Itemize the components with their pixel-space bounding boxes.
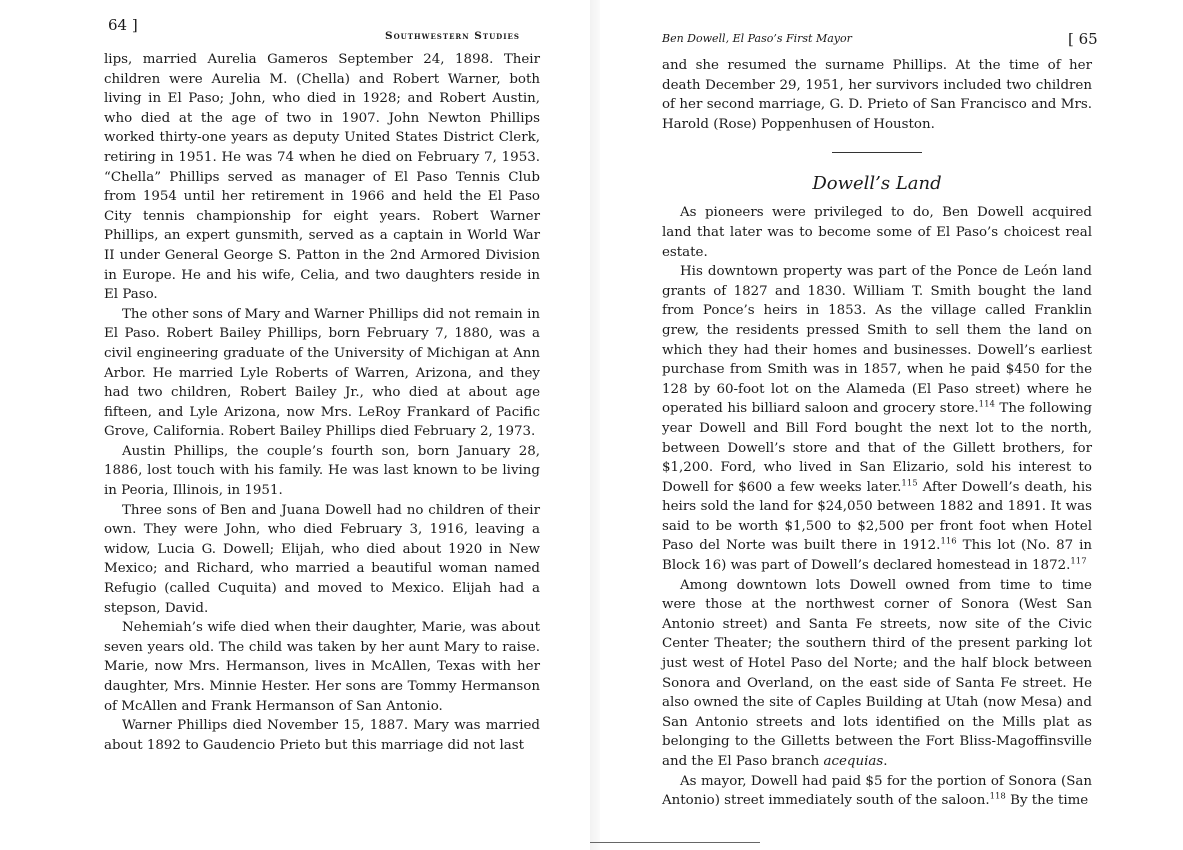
paragraph: Nehemiah’s wife died when their daughter, Marie, was about seven years old. The child was taken by her aunt Mary to raise. Marie, now Mrs. Hermanson, lives in McAllen, Texas with her daughter, Mrs. Minnie Hester. Her sons are Tommy Hermanson of McAllen and Frank Hermanson of San Antonio. [104, 620, 540, 714]
paragraph: The other sons of Mary and Warner Phillips did not remain in El Paso. Robert Bailey Phillips, born February 7, 1880, was a civil engineering graduate of the University of Michigan at Ann Arbor. He married Lyle Roberts of Warren, Arizona, and they had two children, Robert Bailey Jr., who died at about age fifteen, and Lyle Arizona, now Mrs. LeRoy Frankard of Pacific Grove, California. Robert Bailey Phillips died February 2, 1973. [104, 306, 540, 440]
paragraph [662, 262, 1092, 576]
running-head: Southwestern Studies [385, 30, 520, 42]
paragraph-text: By the time [1005, 793, 1089, 809]
right-page [600, 0, 1183, 850]
paragraph-text: This lot (No. 87 in Block 16) was part of Dowell’s declared homestead in 1872. [662, 538, 1092, 574]
section-divider [832, 152, 922, 153]
section-heading: Dowell’s Land [812, 173, 942, 195]
paragraph-text: His downtown property was part of the Ponce de León land grants of 1827 and 1830. William T. Smith bought the land from Ponce’s heirs in 1853. As the village called Franklin grew, the residents pressed Smith to sell them the land on which they had their homes and businesses. Dowell’s earliest purchase from Smith was in 1857, when he paid $450 for the 128 by 60-foot lot on the Alameda (El Paso street) where he operated his billiard saloon and grocery store. [662, 264, 1092, 417]
running-head: Ben Dowell, El Paso’s First Mayor [662, 32, 852, 45]
paragraph: Warner Phillips died November 15, 1887. Mary was married about 1892 to Gaudencio Prieto but this marriage did not last [104, 718, 540, 753]
text-column [662, 56, 1092, 811]
paragraph [662, 576, 1092, 772]
text-column [104, 50, 540, 755]
left-page [0, 0, 590, 850]
paragraph: Austin Phillips, the couple’s fourth son, born January 28, 1886, lost touch with his family. He was last known to be living in Peoria, Illinois, in 1951. [104, 443, 540, 499]
paragraph [662, 772, 1092, 811]
paragraph: Three sons of Ben and Juana Dowell had no children of their own. They were John, who died February 3, 1916, leaving a widow, Lucia G. Dowell; Elijah, who died about 1920 in New Mexico; and Richard, who married a beautiful woman named Refugio (called Cuquita) and moved to Mexico. Elijah had a stepson, David. [104, 502, 540, 616]
paragraph-text: As pioneers were privileged to do, Ben Dowell acquired land that later was to become some of El Paso’s choicest real estate. [662, 205, 1092, 260]
footnote-marker: 115 [901, 478, 918, 489]
paragraph: lips, married Aurelia Gameros September 24, 1898. Their children were Aurelia M. (Chella) and Robert Warner, both living in El Paso; John, who died in 1928; and Robert Austin, who died at the age of two in 1907. John Newton Phillips worked thirty-one years as deputy United States District Clerk, retiring in 1951. He was 74 when he died on February 7, 1953. “Chella” Phillips served as manager of El Paso Tennis Club from 1954 until her retirement in 1966 and held the El Paso City tennis championship for eight years. Robert Warner Phillips, an expert gunsmith, served as a captain in World War II under General George S. Patton in the 2nd Armored Division in Europe. He and his wife, Celia, and two daughters reside in El Paso. [104, 52, 540, 303]
paragraph [662, 203, 1092, 262]
paragraph-text: Among downtown lots Dowell owned from time to time were those at the northwest corner of Sonora (West San Antonio street) and Santa Fe streets, now site of the Civic Center Theater; the southern third of the present parking lot just west of Hotel Paso del Norte; and the half block between Sonora and Overland, on the east side of Santa Fe street. He also owned the site of Caples Building at Utah (now Mesa) and San Antonio streets and lots identified on the Mills plat as belonging to the Gilletts between the Fort Bliss-Magoffinsville and the El Paso branch [662, 577, 1092, 769]
italic-term: acequias [823, 754, 884, 769]
paragraph: and she resumed the surname Phillips. At the time of her death December 29, 1951, her survivors included two children of her second marriage, G. D. Prieto of San Francisco and Mrs. Harold (Rose) Poppenhusen of Houston. [662, 58, 1092, 132]
page-number: 64 ] [108, 16, 138, 34]
footnote-marker: 117 [1070, 556, 1087, 567]
paragraph-text: The following year Dowell and Bill Ford bought the next lot to the north, between Dowell’s store and that of the Gillett brothers, for $1,200. Ford, who lived in San Elizario, sold his interest to Dowell for $600 a few weeks later. [662, 401, 1092, 495]
page-number: [ 65 [1068, 30, 1098, 48]
footnote-marker: 114 [978, 399, 995, 410]
paragraph-text: After Dowell’s death, his heirs sold the land for $24,050 between 1882 and 1891. It was said to be worth $1,500 to $2,500 per front foot when Hotel Paso del Norte was built there in 1912. [662, 479, 1092, 554]
footnote-marker: 118 [989, 791, 1006, 802]
scan-edge-line [590, 842, 760, 843]
paragraph-text: . [883, 754, 888, 769]
footnote-marker: 116 [940, 537, 957, 547]
book-gutter [590, 0, 600, 850]
paragraph-text: As mayor, Dowell had paid $5 for the portion of Sonora (San Antonio) street immediately south of the saloon. [662, 773, 1092, 809]
